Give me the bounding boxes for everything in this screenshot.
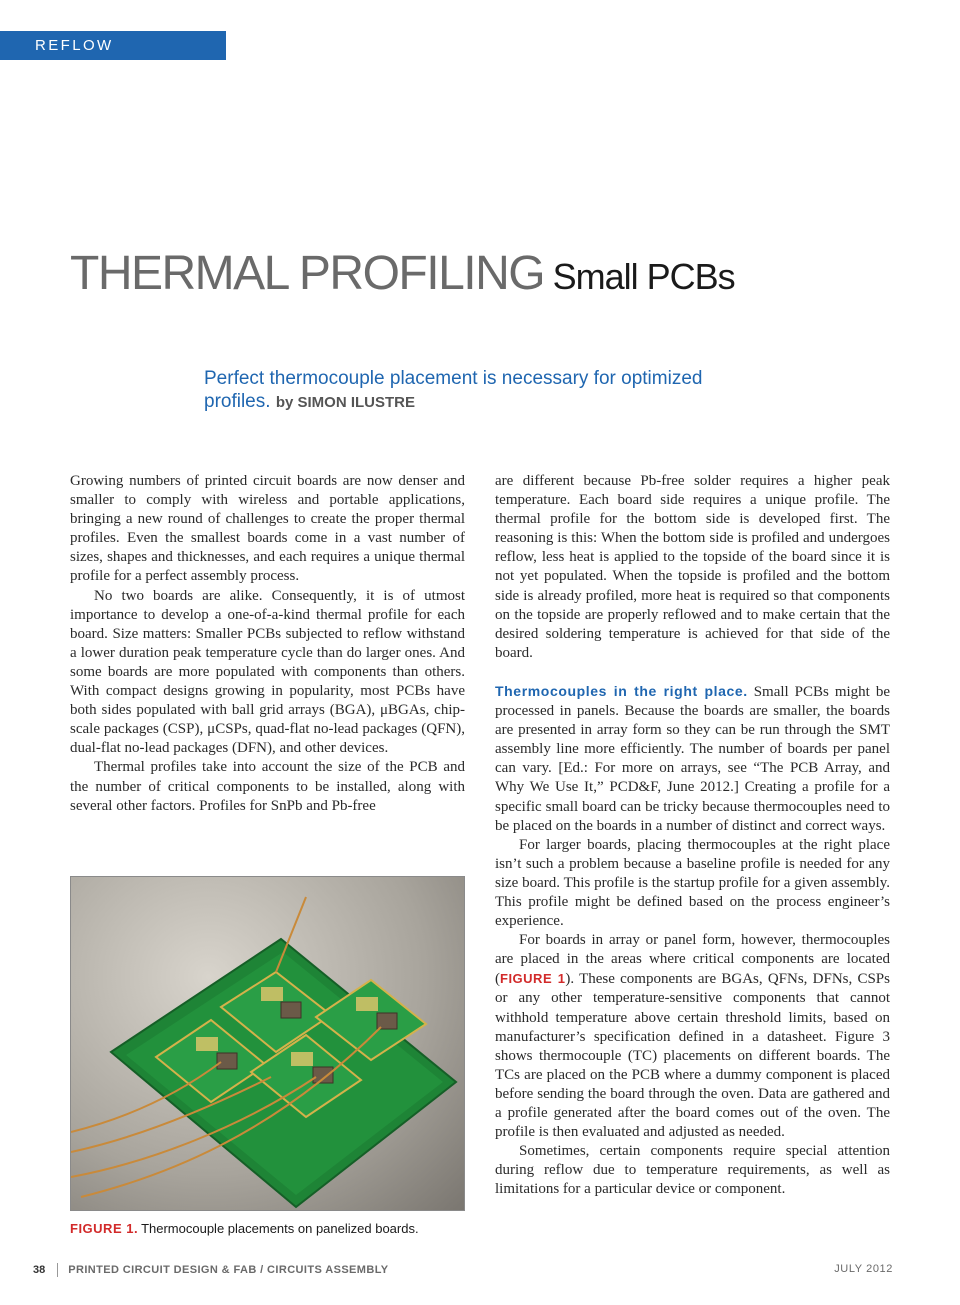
figure-photo bbox=[70, 876, 465, 1211]
figure-caption-text: Thermocouple placements on panelized boards. bbox=[141, 1221, 419, 1236]
paragraph-text: Small PCBs might be processed in panels. Because the boards are smaller, the boards are presented in array form so they can be run through the SMT assembly line more efficiently. The number of boards per panel can vary. [Ed.: For more on arrays, see “The PCB Array, and Why We Use It,” PCD&F, June 2012.] Creating a profile for a specific small board can be tricky because thermocouples need to be placed on the boards in a number of distinct and correct ways. bbox=[495, 683, 890, 834]
issue-date: JULY 2012 bbox=[834, 1263, 893, 1275]
subhead: Thermocouples in the right place. bbox=[495, 682, 748, 699]
paragraph: are different because Pb-free solder requires a higher peak temperature. Each board side requires a unique profile. The thermal profile for the bottom side is developed first. The reasoning is this: When the bottom side is profiled and undergoes reflow, less heat is applied to the topside of the board since it is not yet populated. When the topside is profiled and the bottom side is already profiled, more heat is required so that components on the topside are properly reflowed and to make certain that the desired soldering temperature is achieved for that side of the board. bbox=[495, 473, 890, 661]
deck-text: Perfect thermocouple placement is necessary for optimized profiles. bbox=[204, 368, 703, 412]
paragraph: No two boards are alike. Consequently, it is of utmost importance to develop a one-of-a-kind thermal profile for each board. Size matters: Smaller PCBs subjected to reflow withstand a lower duration peak temperature cycle than do larger ones. And some boards are more populated with components than others. With compact designs growing in popularity, most PCBs have both sides populated with ball grid arrays (BGA), μBGAs, chip-scale packages (CSP), μCSPs, quad-flat no-lead packages (QFN), dual-flat no-lead packages (DFN), and other devices. bbox=[70, 587, 465, 757]
article-title bbox=[70, 246, 930, 301]
footer-divider bbox=[57, 1263, 58, 1277]
section-tab bbox=[0, 31, 226, 83]
paragraph: Sometimes, certain components require special attention during reflow due to temperature requirements, as well as limitations for a particular device or component. bbox=[495, 1143, 890, 1198]
paragraph: Thermal profiles take into account the size of the PCB and the number of critical components to be installed, along with several other factors. Profiles for SnPb and Pb-free bbox=[70, 759, 465, 814]
column-right bbox=[495, 472, 890, 1199]
page-footer bbox=[33, 1263, 893, 1277]
paragraph-text: For boards in array or panel form, however, thermocouples are placed in the areas where critical components are located ( bbox=[495, 932, 890, 988]
column-left bbox=[70, 472, 465, 816]
byline: by SIMON ILUSTRE bbox=[275, 394, 415, 411]
figure-caption bbox=[70, 1221, 470, 1236]
section-tab-bold: SOLDERING bbox=[35, 66, 146, 83]
section-tab-light: REFLOW bbox=[35, 37, 114, 54]
title-sub: Small PCBs bbox=[552, 256, 735, 297]
figure-label: FIGURE 1. bbox=[70, 1221, 139, 1236]
paragraph bbox=[495, 931, 890, 1142]
pcb-photo-illustration bbox=[71, 877, 465, 1211]
title-main: THERMAL PROFILING bbox=[70, 247, 545, 300]
paragraph bbox=[495, 682, 890, 836]
paragraph: For larger boards, placing thermocouples at the right place isn’t such a problem because a baseline profile is needed for any size board. This profile is the startup profile for a given assembly. This profile might be defined based on the process engineer’s experience. bbox=[495, 836, 890, 930]
publication-name: PRINTED CIRCUIT DESIGN & FAB / CIRCUITS ASSEMBLY bbox=[68, 1263, 389, 1276]
article-deck bbox=[204, 367, 764, 414]
page-number: 38 bbox=[33, 1263, 46, 1276]
paragraph-text: ). These components are BGAs, QFNs, DFNs, CSPs or any other temperature-sensitive components that cannot withhold temperature above certain threshold limits, based on manufacturer’s specification defined in a datasheet. Figure 3 shows thermocouple (TC) placements on different boards. The TCs are placed on the PCB where a dummy component is placed before sending the board through the oven. Data are gathered and a profile generated after the board comes out of the oven. The profile is then evaluated and adjusted as needed. bbox=[495, 971, 890, 1141]
figure-reference-link: FIGURE 1 bbox=[500, 971, 566, 987]
paragraph: Growing numbers of printed circuit boards are now denser and smaller to comply with wireless and portable applications, bringing a new round of challenges to create the proper thermal profiles. Even the smallest boards come in a vast number of sizes, shapes and thicknesses, and each requires a unique thermal profile for a perfect assembly process. bbox=[70, 473, 465, 585]
